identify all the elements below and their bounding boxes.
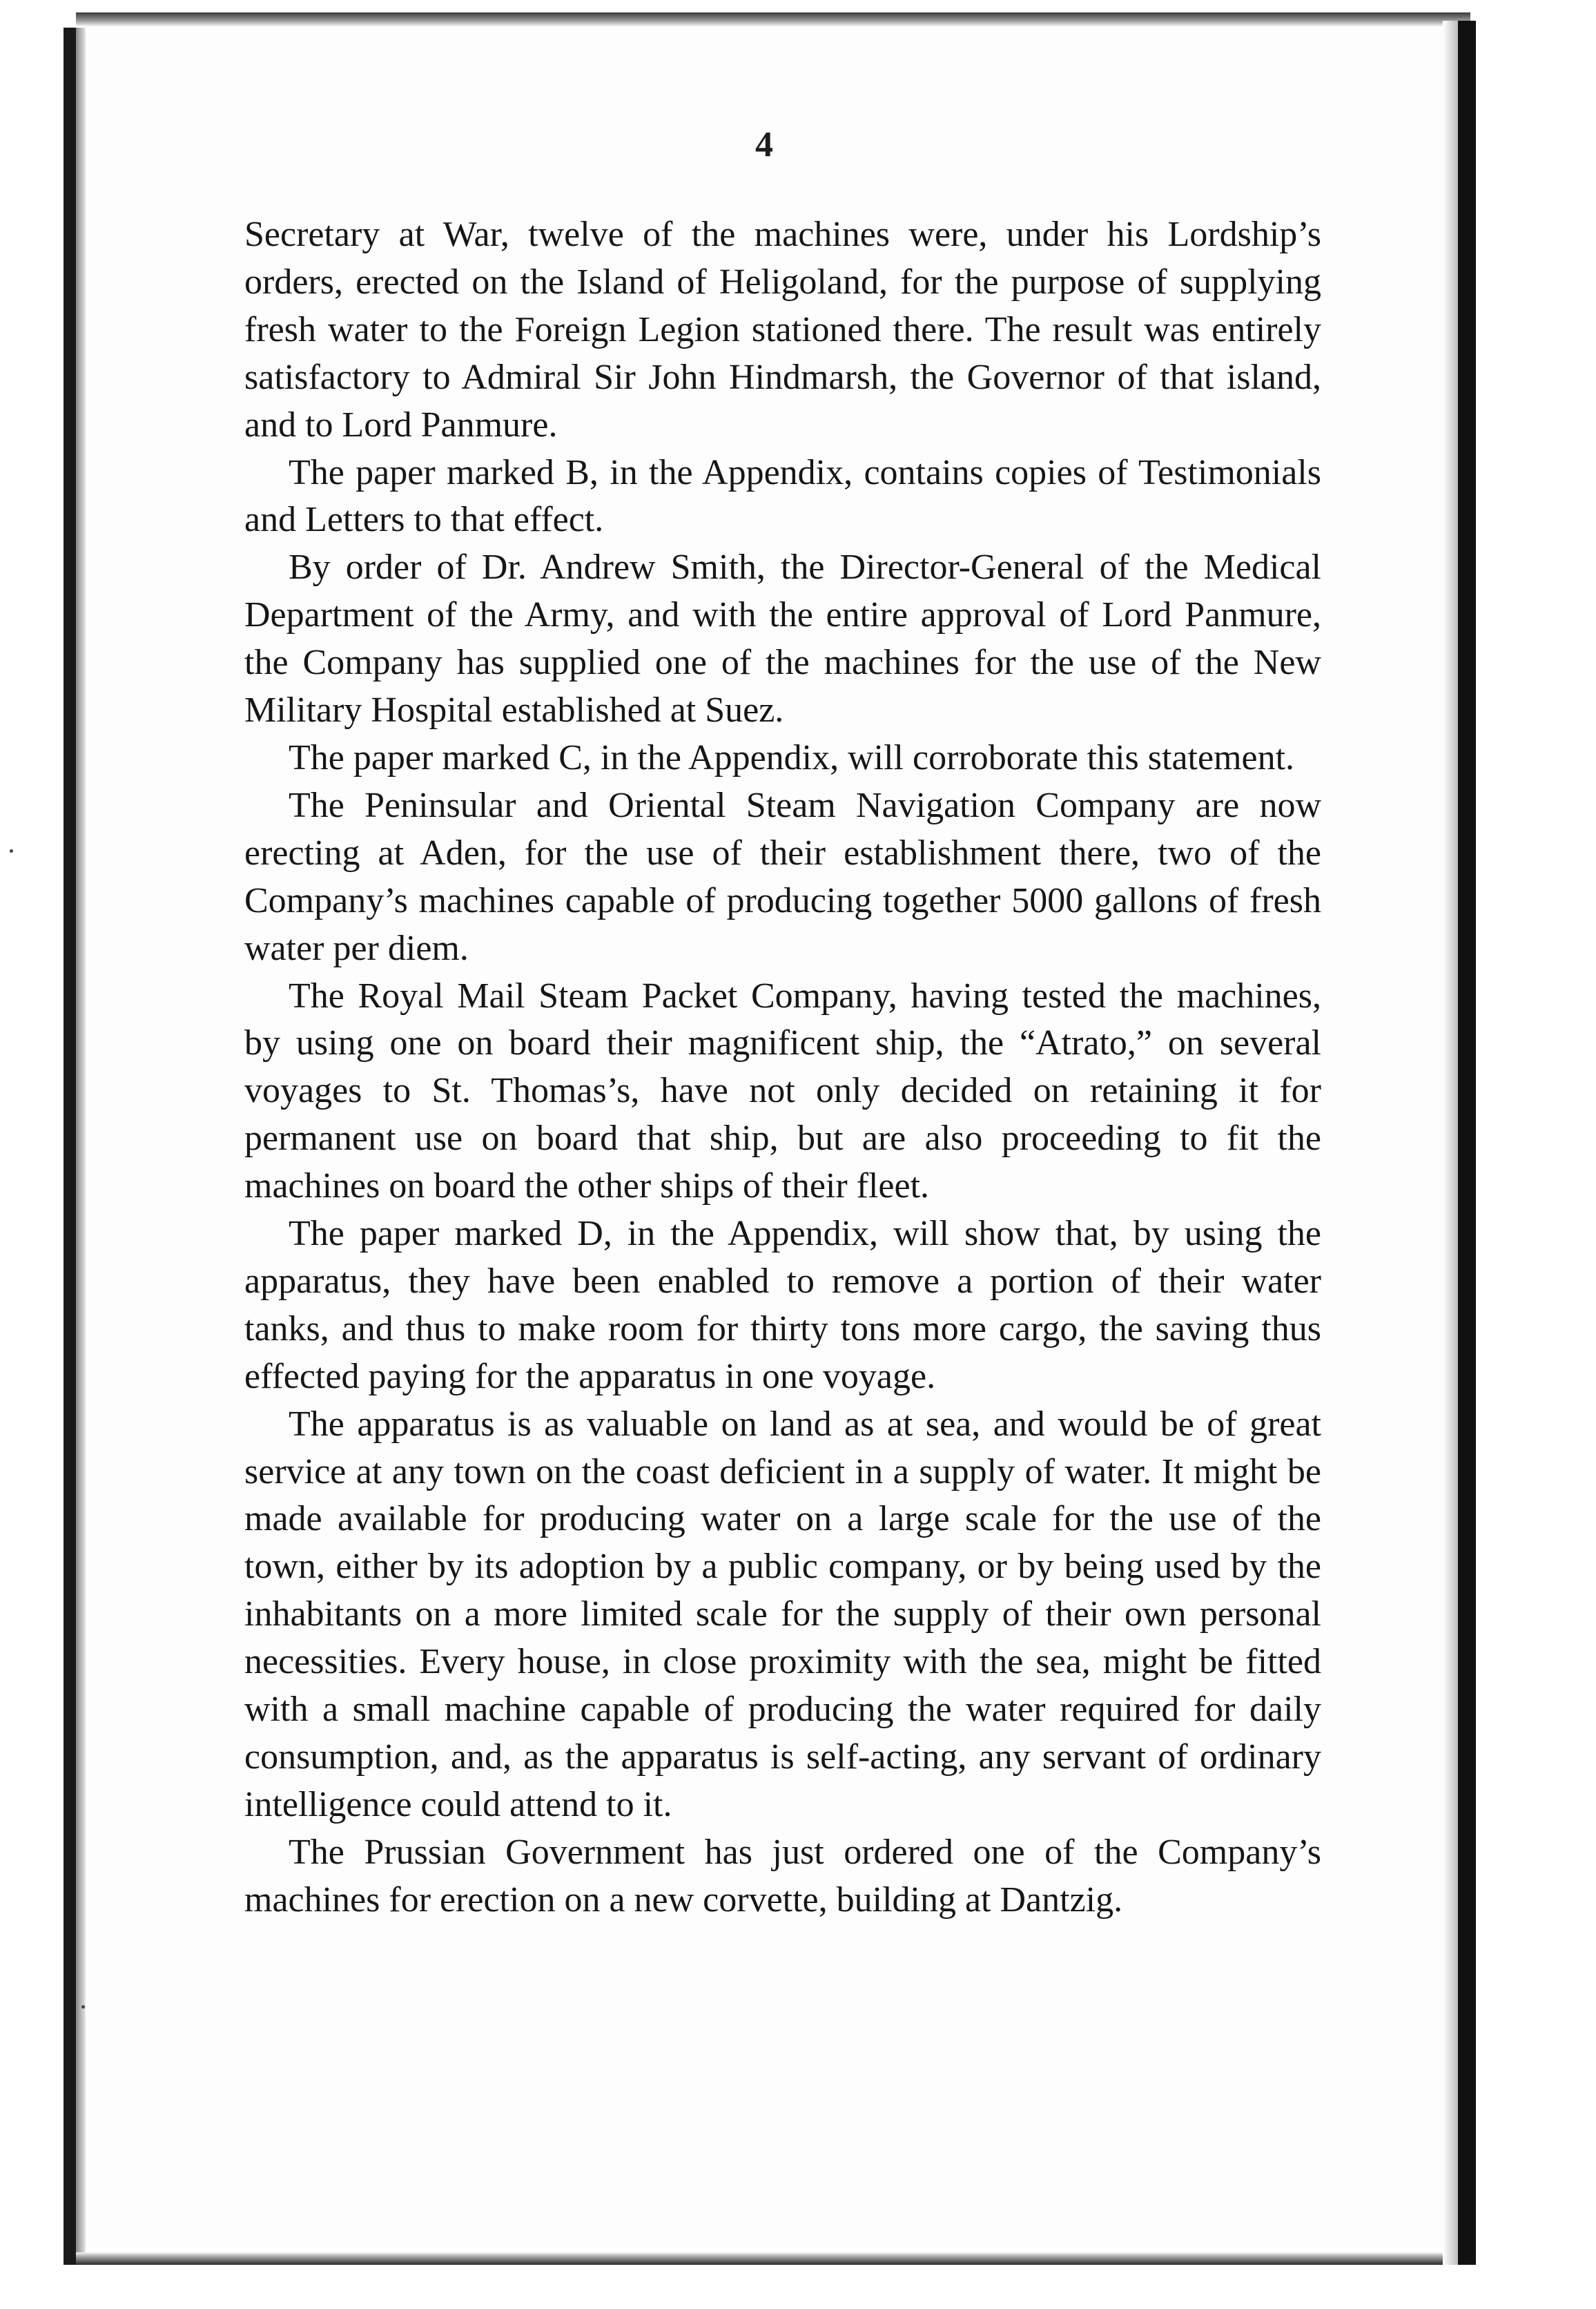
book-page (86, 26, 1443, 2252)
right-binding-edge (1458, 21, 1476, 2265)
right-binding-shadow (1443, 21, 1458, 2265)
paragraph: The paper marked D, in the Appendix, will show that, by using the apparatus, they have been enabled to remove a portion of their water tanks, and thus to make room for thirty tons more cargo, the saving thus effected paying for the apparatus in one voyage. (244, 1214, 1321, 1396)
paragraph: By order of Dr. Andrew Smith, the Director-General of the Medical Department of the Army, and with the entire approval of Lord Panmure, the Company has supplied one of the machines for the use of the New Military Hospital established at Suez. (244, 548, 1321, 731)
body-text (244, 211, 1321, 1924)
left-binding-shadow (76, 28, 86, 2265)
scan-speck (10, 849, 13, 853)
paragraph: The paper marked B, in the Appendix, contains copies of Testimonials and Letters to that effect. (244, 452, 1321, 540)
paragraph: Secretary at War, twelve of the machines were, under his Lordship’s orders, erected on the Island of Heligoland, for the purpose of supplying fresh water to the Foreign Legion stationed there. The result was entirely satisfactory to Admiral Sir John Hindmarsh, the Governor of that island, and to Lord Panmure. (244, 215, 1321, 445)
paragraph: The apparatus is as valuable on land as at sea, and would be of great service at any town on the coast deficient in a supply of water. It might be made available for producing water on a large scale for the use of the town, either by its adoption by a public company, or by being used by the inhabitants on a more limited scale for the supply of their own personal necessities. Every house, in close proximity with the sea, might be fitted with a small machine capable of producing the water required for daily consumption, and, as the apparatus is self-acting, any servant of ordinary intelligence could attend to it. (244, 1404, 1321, 1824)
page-number: 4 (755, 125, 773, 164)
bottom-page-edge (76, 2252, 1470, 2265)
paragraph: The Peninsular and Oriental Steam Navigation Company are now erecting at Aden, for the use of their establishment there, two of the Company’s machines capable of producing together 5000 gallons of fresh water per diem. (244, 785, 1321, 968)
paragraph: The paper marked C, in the Appendix, will corroborate this statement. (289, 737, 1295, 777)
top-page-edge (76, 12, 1470, 26)
scan-speck (81, 2005, 85, 2009)
paragraph: The Royal Mail Steam Packet Company, having tested the machines, by using one on board their magnificent ship, the “Atrato,” on several voyages to St. Thomas’s, have not only decided on retaining it for permanent use on board that ship, but are also proceeding to fit the machines on board the other ships of their fleet. (244, 976, 1321, 1206)
paragraph: The Prussian Government has just ordered one of the Company’s machines for erection on a new corvette, building at Dantzig. (244, 1832, 1321, 1920)
left-binding-edge (64, 28, 76, 2265)
